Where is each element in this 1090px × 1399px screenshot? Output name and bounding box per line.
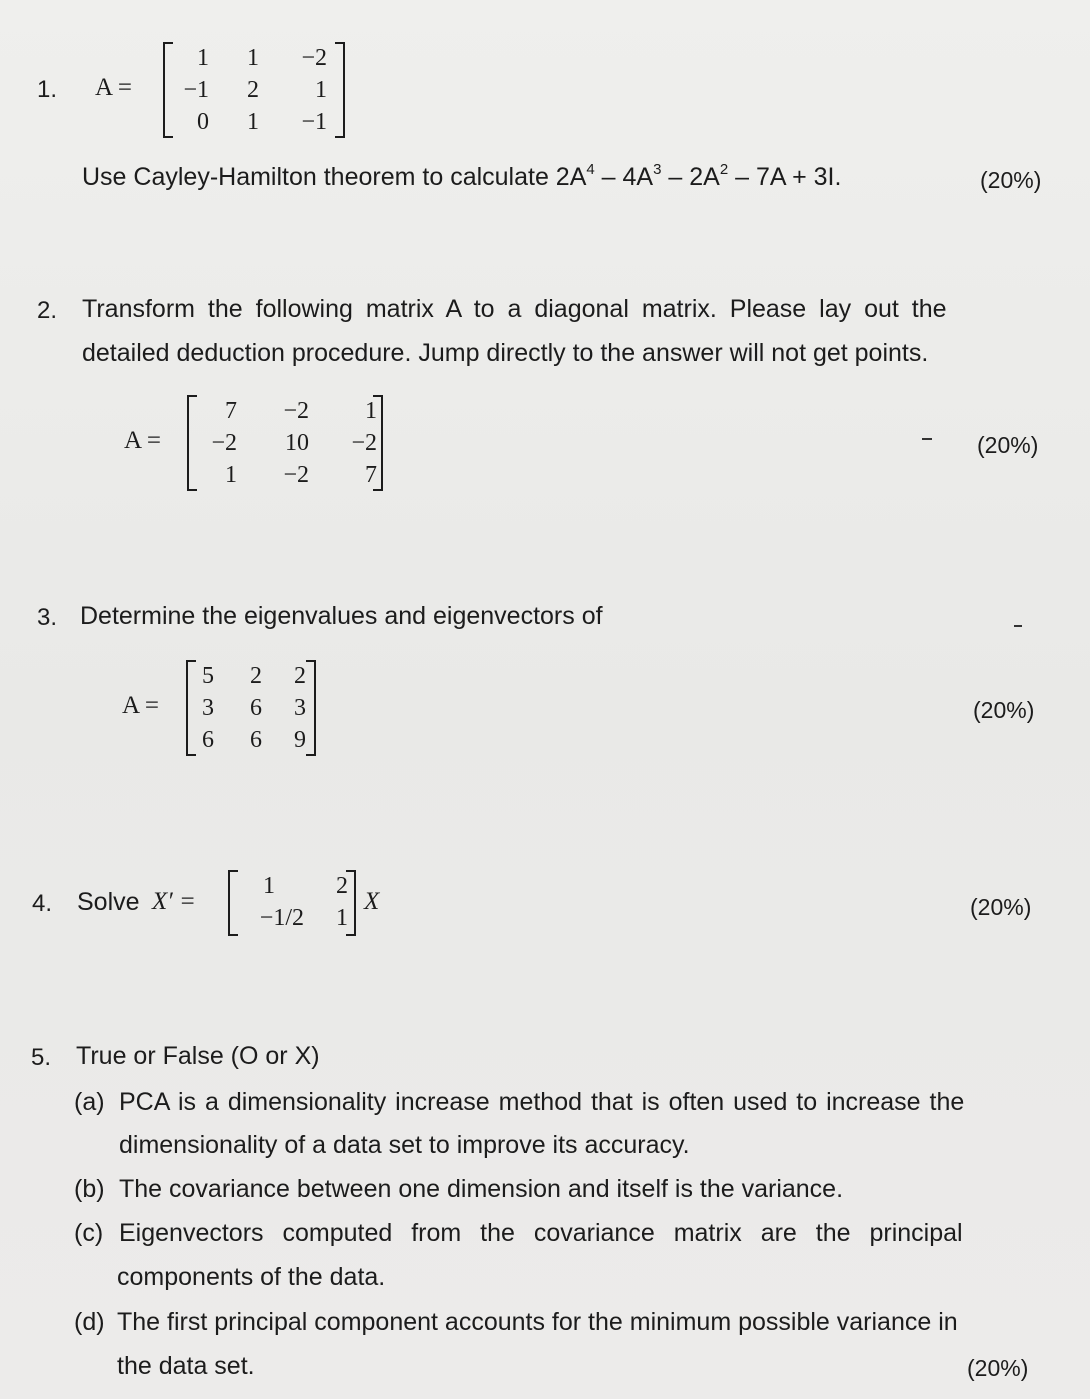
matrix-cell: 1 bbox=[365, 398, 377, 424]
matrix-cell: 6 bbox=[250, 695, 262, 721]
q3-text: Determine the eigenvalues and eigenvectors of bbox=[80, 602, 603, 630]
q4-matrix bbox=[228, 870, 356, 936]
q4-text: Solve bbox=[77, 888, 140, 916]
q5-item-c-line1: Eigenvectors computed from the covariance matrix are the principal bbox=[119, 1219, 963, 1247]
matrix-cell: 1 bbox=[247, 45, 259, 71]
matrix-cell: 1 bbox=[225, 462, 237, 488]
matrix-cell: 0 bbox=[197, 109, 209, 135]
q4-rhs: X bbox=[364, 888, 380, 915]
q2-lhs: A = bbox=[124, 427, 162, 454]
matrix-cell: 1 bbox=[247, 109, 259, 135]
matrix-cell: −2 bbox=[283, 462, 309, 488]
q1-exp1: 4 bbox=[586, 161, 595, 178]
q3-lhs: A = bbox=[122, 692, 160, 719]
matrix-cell: 10 bbox=[285, 430, 309, 456]
matrix-cell: 2 bbox=[250, 663, 262, 689]
matrix-cell: 1 bbox=[315, 77, 327, 103]
q4-points: (20%) bbox=[970, 894, 1032, 920]
matrix-cell: −1 bbox=[183, 77, 209, 103]
matrix-cell: 2 bbox=[294, 663, 306, 689]
matrix-cell: −1 bbox=[301, 109, 327, 135]
q5-item-b-label: (b) bbox=[74, 1175, 105, 1203]
q2-number: 2. bbox=[37, 297, 58, 324]
q5-item-d-label: (d) bbox=[74, 1308, 105, 1336]
matrix-cell: 1 bbox=[197, 45, 209, 71]
matrix-cell: 1 bbox=[336, 905, 348, 931]
matrix-cell: 2 bbox=[247, 77, 259, 103]
q5-number: 5. bbox=[31, 1044, 52, 1071]
matrix-cell: 7 bbox=[225, 398, 237, 424]
matrix-cell: −2 bbox=[301, 45, 327, 71]
matrix-cell: 7 bbox=[365, 462, 377, 488]
q5-title: True or False (O or X) bbox=[76, 1042, 320, 1070]
matrix-cell: −2 bbox=[283, 398, 309, 424]
q1-exp3: 2 bbox=[719, 161, 729, 178]
q5-item-d-line1: The first principal component accounts for the minimum possible variance in bbox=[117, 1308, 958, 1336]
q1-points: (20%) bbox=[980, 167, 1042, 193]
q5-item-d-line2: the data set. bbox=[117, 1352, 255, 1380]
q1-text bbox=[82, 163, 841, 192]
q1-exp2: 3 bbox=[653, 161, 662, 178]
matrix-cell: 1 bbox=[263, 873, 275, 899]
matrix-cell: −2 bbox=[351, 430, 377, 456]
q1-text-suffix: – 7A + 3I. bbox=[728, 163, 842, 191]
q5-points: (20%) bbox=[967, 1355, 1029, 1381]
q3-number: 3. bbox=[37, 604, 58, 631]
matrix-cell: 2 bbox=[336, 873, 348, 899]
q5-item-a-label: (a) bbox=[74, 1088, 105, 1116]
q5-item-c-line2: components of the data. bbox=[117, 1263, 386, 1291]
q3-matrix bbox=[186, 660, 316, 756]
q3-right-bracket bbox=[306, 660, 316, 756]
q1-text-prefix: Use Cayley-Hamilton theorem to calculate 2A bbox=[82, 163, 587, 191]
q4-lhs: X′ = bbox=[152, 888, 196, 915]
q1-right-bracket bbox=[335, 42, 345, 138]
q3-points: (20%) bbox=[973, 697, 1035, 723]
q2-points: (20%) bbox=[977, 432, 1039, 458]
stray-mark bbox=[1014, 625, 1022, 627]
q5-item-c-label: (c) bbox=[74, 1219, 104, 1247]
q5-item-b-line1: The covariance between one dimension and itself is the variance. bbox=[119, 1175, 844, 1203]
q1-number: 1. bbox=[37, 76, 58, 103]
q4-number: 4. bbox=[32, 890, 53, 917]
matrix-cell: 6 bbox=[202, 727, 214, 753]
matrix-cell: 3 bbox=[294, 695, 306, 721]
q2-matrix bbox=[187, 395, 383, 491]
matrix-cell: −2 bbox=[211, 430, 237, 456]
q1-text-mid2: – 2A bbox=[661, 163, 720, 191]
q5-item-a-line1: PCA is a dimensionality increase method that is often used to increase the bbox=[119, 1088, 965, 1116]
q1-lhs: A = bbox=[95, 74, 133, 101]
matrix-cell: 3 bbox=[202, 695, 214, 721]
matrix-cell: 6 bbox=[250, 727, 262, 753]
stray-mark bbox=[922, 438, 932, 440]
matrix-cell: 5 bbox=[202, 663, 214, 689]
matrix-cell: 9 bbox=[294, 727, 306, 753]
q2-line2: detailed deduction procedure. Jump directly to the answer will not get points. bbox=[82, 339, 929, 367]
q2-line1: Transform the following matrix A to a diagonal matrix. Please lay out the bbox=[82, 295, 947, 323]
matrix-cell: −1/2 bbox=[259, 905, 304, 931]
q1-text-mid1: – 4A bbox=[594, 163, 654, 191]
q5-item-a-line2: dimensionality of a data set to improve its accuracy. bbox=[119, 1131, 690, 1159]
q1-matrix bbox=[163, 42, 345, 138]
